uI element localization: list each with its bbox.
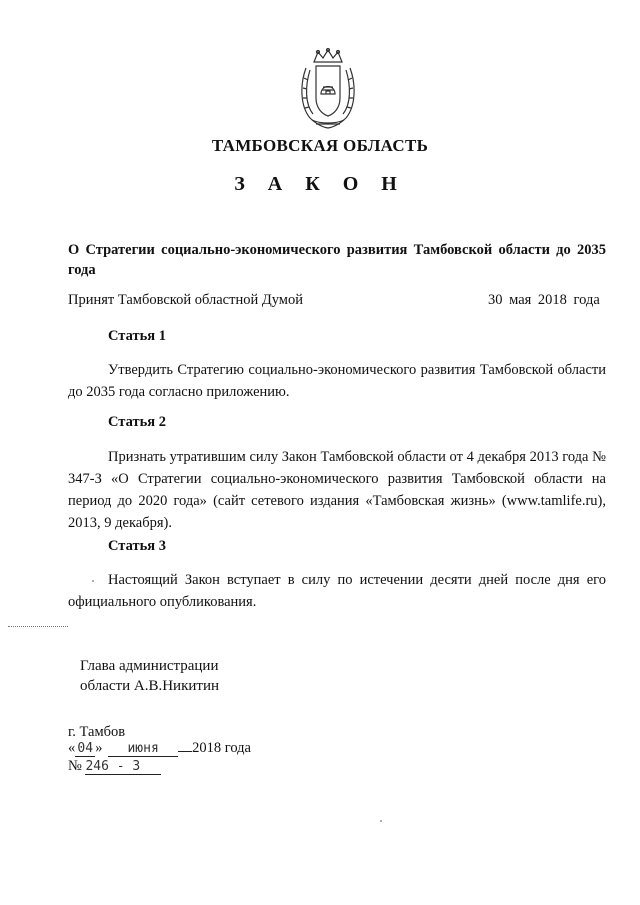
document-title: О Стратегии социально-экономического развития Тамбовской области до 2035 года bbox=[68, 242, 606, 278]
region-name: ТАМБОВСКАЯ ОБЛАСТЬ bbox=[211, 136, 429, 155]
date-day: 04 bbox=[75, 742, 95, 757]
scan-artifact bbox=[380, 820, 382, 822]
adopted-by: Принят Тамбовской областной Думой bbox=[68, 292, 303, 308]
document-type: З А К О Н bbox=[234, 173, 406, 195]
signatory-title: Глава администрации bbox=[80, 658, 219, 674]
signature-block bbox=[80, 656, 219, 696]
law-number bbox=[68, 756, 161, 776]
date-year: 2018 года bbox=[192, 740, 251, 756]
date-close-quote: » bbox=[95, 740, 103, 756]
date-open-quote: « bbox=[68, 740, 76, 756]
coat-of-arms-icon bbox=[296, 48, 360, 130]
signatory-name: области А.В.Никитин bbox=[80, 678, 220, 694]
article-2-heading: Статья 2 bbox=[108, 414, 166, 430]
signing-date bbox=[68, 738, 251, 758]
number-value: 246 - З bbox=[85, 760, 161, 775]
article-1-text: Утвердить Стратегию социально-экономического развития Тамбовской области до 2035 года согласно приложению. bbox=[68, 362, 606, 400]
article-3-heading: Статья 3 bbox=[108, 538, 166, 554]
scan-artifact bbox=[8, 626, 68, 627]
date-month: июня bbox=[108, 742, 178, 757]
date-filler bbox=[178, 751, 192, 752]
article-2-text: Признать утратившим силу Закон Тамбовской области от 4 декабря 2013 года № 347-З «О Стратегии социально-экономического развития Тамбовской области на период до 2020 года» (сайт сетевого издания «Тамбовская жизнь» (www.tamlife.ru), 2013, 9 декабря). bbox=[68, 449, 606, 531]
adoption-date: 30 мая 2018 года bbox=[488, 292, 600, 308]
article-3-text: Настоящий Закон вступает в силу по истечении десяти дней после дня его официального опубликования. bbox=[68, 572, 606, 610]
article-1-heading: Статья 1 bbox=[108, 328, 166, 344]
number-prefix: № bbox=[68, 758, 82, 774]
signing-place: г. Тамбов bbox=[68, 724, 126, 740]
scan-artifact bbox=[92, 580, 94, 582]
